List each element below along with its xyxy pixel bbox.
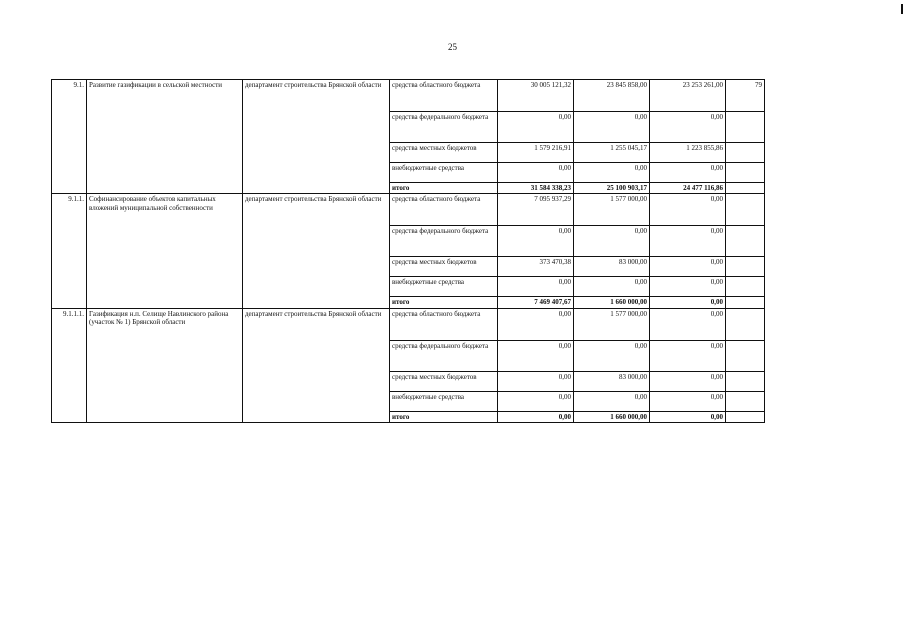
budget-table [51, 79, 765, 423]
funding-source: внебюджетные средства [390, 163, 498, 183]
amount-v1: 0,00 [498, 112, 574, 143]
amount-v2: 1 660 000,00 [574, 411, 650, 422]
item-executor: департамент строительства Брянской области [243, 308, 390, 422]
amount-v3: 23 253 261,00 [650, 80, 726, 112]
item-code: 9.1.1.1. [52, 308, 87, 422]
funding-source: средства областного бюджета [390, 308, 498, 340]
indicator-value [726, 371, 765, 391]
indicator-value [726, 163, 765, 183]
amount-v3: 24 477 116,86 [650, 183, 726, 194]
indicator-value [726, 340, 765, 371]
amount-v3: 0,00 [650, 163, 726, 183]
funding-source: средства местных бюджетов [390, 371, 498, 391]
funding-source: средства местных бюджетов [390, 143, 498, 163]
funding-source: средства местных бюджетов [390, 257, 498, 277]
amount-v3: 0,00 [650, 411, 726, 422]
funding-source: средства федерального бюджета [390, 112, 498, 143]
indicator-value [726, 297, 765, 308]
amount-v1: 30 005 121,32 [498, 80, 574, 112]
indicator-value: 79 [726, 80, 765, 112]
amount-v2: 0,00 [574, 391, 650, 411]
amount-v3: 0,00 [650, 297, 726, 308]
amount-v3: 0,00 [650, 371, 726, 391]
funding-row [52, 80, 765, 112]
item-code: 9.1. [52, 80, 87, 194]
funding-row [52, 308, 765, 340]
amount-v2: 1 577 000,00 [574, 194, 650, 226]
amount-v2: 0,00 [574, 112, 650, 143]
item-name: Газификация н.п. Селище Навлинского района (участок № 1) Брянской области [87, 308, 243, 422]
funding-source: внебюджетные средства [390, 391, 498, 411]
amount-v2: 1 577 000,00 [574, 308, 650, 340]
amount-v3: 0,00 [650, 112, 726, 143]
edge-mark [901, 4, 903, 14]
amount-v1: 1 579 216,91 [498, 143, 574, 163]
funding-source: средства областного бюджета [390, 80, 498, 112]
indicator-value [726, 391, 765, 411]
amount-v1: 31 584 338,23 [498, 183, 574, 194]
amount-v2: 0,00 [574, 277, 650, 297]
funding-source: средства федерального бюджета [390, 340, 498, 371]
amount-v1: 7 095 937,29 [498, 194, 574, 226]
indicator-value [726, 257, 765, 277]
amount-v3: 0,00 [650, 226, 726, 257]
amount-v2: 25 100 903,17 [574, 183, 650, 194]
amount-v3: 0,00 [650, 277, 726, 297]
amount-v1: 0,00 [498, 391, 574, 411]
amount-v1: 0,00 [498, 277, 574, 297]
indicator-value [726, 112, 765, 143]
amount-v3: 0,00 [650, 308, 726, 340]
indicator-value [726, 411, 765, 422]
item-executor: департамент строительства Брянской области [243, 80, 390, 194]
funding-source: внебюджетные средства [390, 277, 498, 297]
indicator-value [726, 194, 765, 226]
funding-row [52, 194, 765, 226]
amount-v3: 0,00 [650, 257, 726, 277]
page-number: 25 [448, 42, 457, 52]
indicator-value [726, 308, 765, 340]
indicator-value [726, 143, 765, 163]
amount-v2: 0,00 [574, 226, 650, 257]
item-name: Развитие газификации в сельской местности [87, 80, 243, 194]
item-code: 9.1.1. [52, 194, 87, 308]
amount-v2: 83 000,00 [574, 257, 650, 277]
indicator-value [726, 183, 765, 194]
amount-v2: 0,00 [574, 163, 650, 183]
amount-v3: 0,00 [650, 340, 726, 371]
item-executor: департамент строительства Брянской области [243, 194, 390, 308]
amount-v1: 373 470,38 [498, 257, 574, 277]
amount-v1: 0,00 [498, 226, 574, 257]
amount-v1: 0,00 [498, 411, 574, 422]
amount-v2: 23 845 858,00 [574, 80, 650, 112]
amount-v1: 0,00 [498, 371, 574, 391]
indicator-value [726, 277, 765, 297]
funding-source: итого [390, 297, 498, 308]
amount-v2: 1 255 045,17 [574, 143, 650, 163]
amount-v2: 0,00 [574, 340, 650, 371]
amount-v3: 0,00 [650, 391, 726, 411]
amount-v1: 0,00 [498, 340, 574, 371]
funding-source: итого [390, 183, 498, 194]
amount-v1: 7 469 407,67 [498, 297, 574, 308]
funding-source: средства областного бюджета [390, 194, 498, 226]
amount-v3: 0,00 [650, 194, 726, 226]
indicator-value [726, 226, 765, 257]
amount-v1: 0,00 [498, 308, 574, 340]
amount-v3: 1 223 855,86 [650, 143, 726, 163]
amount-v2: 1 660 000,00 [574, 297, 650, 308]
amount-v1: 0,00 [498, 163, 574, 183]
item-name: Софинансирование объектов капитальных вложений муниципальной собственности [87, 194, 243, 308]
funding-source: средства федерального бюджета [390, 226, 498, 257]
funding-source: итого [390, 411, 498, 422]
amount-v2: 83 000,00 [574, 371, 650, 391]
